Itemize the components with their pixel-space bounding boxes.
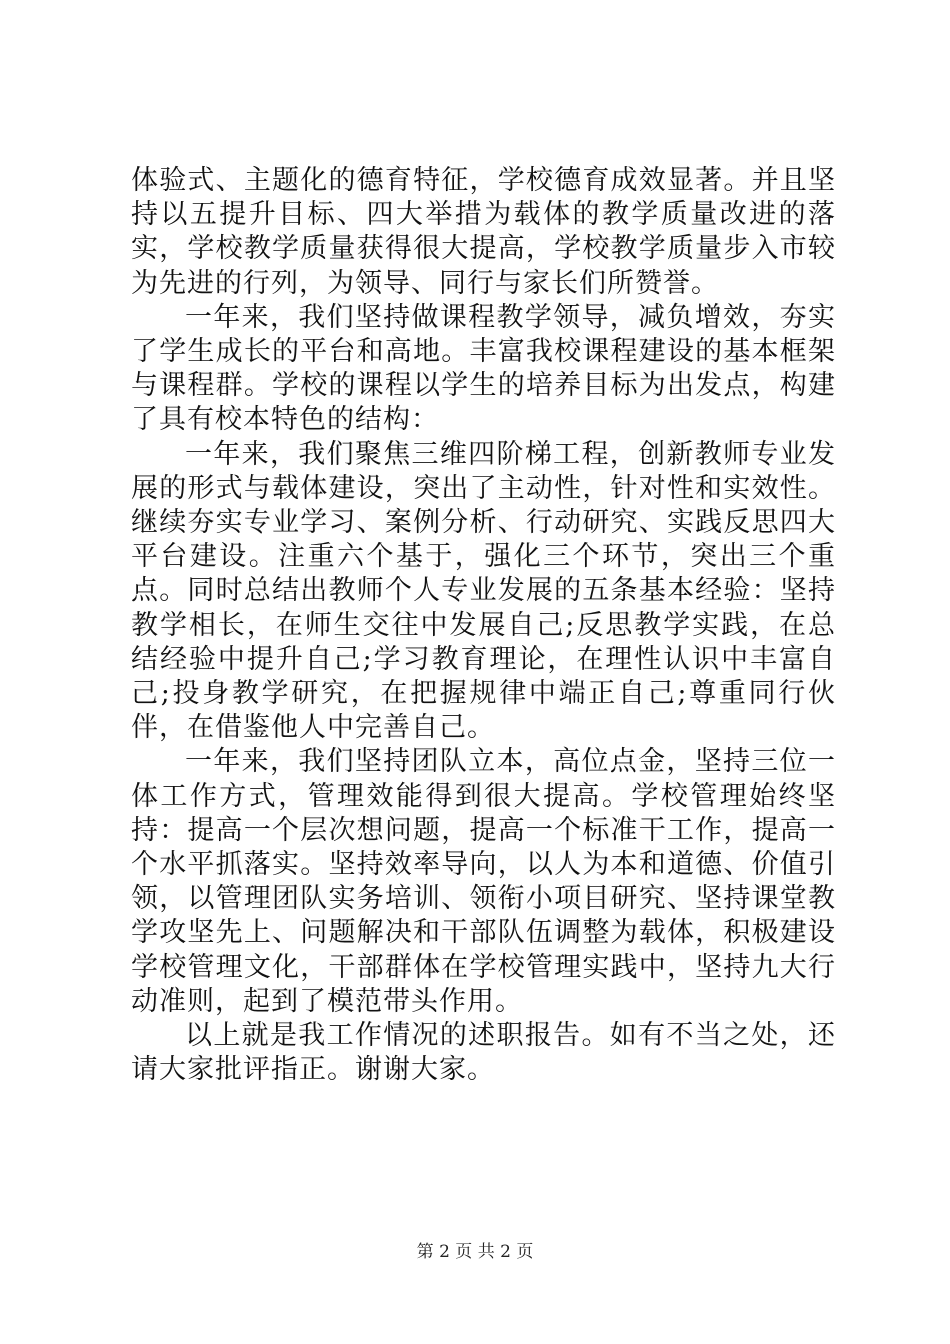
page-number-footer: 第 2 页 共 2 页 <box>416 1242 534 1262</box>
paragraph-management: 一年来，我们坚持团队立本，高位点金，坚持三位一体工作方式，管理效能得到很大提高。学校管理始终坚持：提高一个层次想问题，提高一个标准干工作，提高一个水平抓落实。坚持效率导向，以人为本和道德、价值引领，以管理团队实务培训、领衔小项目研究、坚持课堂教学攻坚先上、问题解决和干部队伍调整为载体，积极建设学校管理文化，干部群体在学校管理实践中，坚持九大行动准则，起到了模范带头作用。 <box>131 746 836 1017</box>
document-body <box>131 164 836 1087</box>
paragraph-closing: 以上就是我工作情况的述职报告。如有不当之处，还请大家批评指正。谢谢大家。 <box>131 1020 836 1086</box>
paragraph-continuation: 体验式、主题化的德育特征，学校德育成效显著。并且坚持以五提升目标、四大举措为载体的教学质量改进的落实，学校教学质量获得很大提高，学校教学质量步入市较为先进的行列，为领导、同行与家长们所赞誉。 <box>131 165 836 299</box>
paragraph-curriculum: 一年来，我们坚持做课程教学领导，减负增效，夯实了学生成长的平台和高地。丰富我校课程建设的基本框架与课程群。学校的课程以学生的培养目标为出发点，构建了具有校本特色的结构： <box>131 301 836 436</box>
paragraph-teacher-development: 一年来，我们聚焦三维四阶梯工程，创新教师专业发展的形式与载体建设，突出了主动性，针对性和实效性。继续夯实专业学习、案例分析、行动研究、实践反思四大平台建设。注重六个基于，强化三个环节，突出三个重点。同时总结出教师个人专业发展的五条基本经验：坚持教学相长，在师生交往中发展自己;反思教学实践，在总结经验中提升自己;学习教育理论，在理性认识中丰富自己;投身教学研究，在把握规律中端正自己;尊重同行伙伴，在借鉴他人中完善自己。 <box>131 438 836 744</box>
